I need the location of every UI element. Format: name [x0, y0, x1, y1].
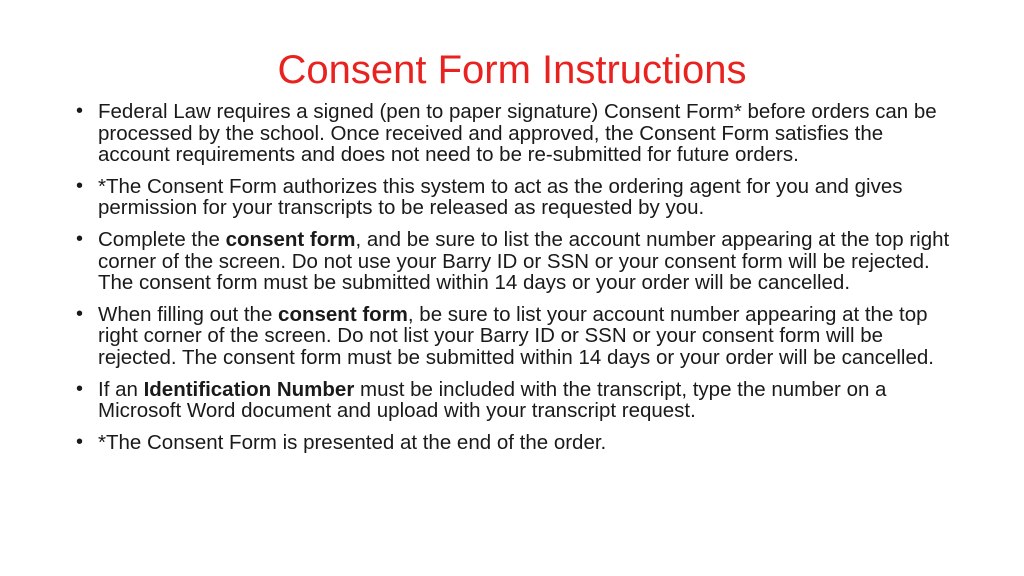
bullet-icon: •: [76, 430, 84, 453]
bullet-text: *The Consent Form authorizes this system to act as the ordering agent for you and gives permission for your transcripts to be released as requested by you.: [98, 174, 903, 220]
bullet-text: Federal Law requires a signed (pen to paper signature) Consent Form* before orders can be processed by the school. Once received and approved, the Consent Form satisfies the account requirements and does not need to be re-submitted for future orders.: [98, 100, 937, 167]
bullet-icon: •: [76, 100, 84, 122]
bullet-icon: •: [76, 377, 84, 400]
bullet-text-rest: must be included with the transcript, type the number on a Microsoft Word document and upload with your transcript request.: [98, 377, 887, 423]
bullet-icon: •: [76, 227, 84, 250]
bullet-item-identification-number: [76, 379, 956, 422]
bullet-item-presented-at-end: [76, 432, 956, 454]
bullet-text-rest: , and be sure to list the account number appearing at the top right corner of the screen. Do not use your Barry ID or SSN or your consent form will be rejected. The consent form must be submitted within 14 days or your order will be cancelled.: [98, 227, 950, 295]
bullet-text-lead: If an: [98, 377, 144, 401]
bullet-text-lead: Complete the: [98, 227, 226, 251]
bullet-text-emphasis: consent form: [278, 302, 408, 326]
bullet-item-federal-law: [76, 101, 956, 166]
slide-title: Consent Form Instructions: [277, 48, 747, 92]
bullet-icon: •: [76, 302, 84, 325]
bullet-text-emphasis: Identification Number: [143, 377, 355, 401]
bullet-item-authorization: [76, 176, 956, 219]
bullet-text-emphasis: consent form: [225, 227, 356, 251]
bullet-text-lead: When filling out the: [98, 302, 279, 326]
bullet-text-rest: , be sure to list your account number appearing at the top right corner of the screen. Do not list your Barry ID or SSN or your consent form will be rejected. The consent form must be submitted within 14 days or your order will be cancelled.: [98, 302, 934, 369]
bullet-list: [76, 101, 956, 463]
bullet-text: *The Consent Form is presented at the end of the order.: [98, 430, 607, 454]
bullet-icon: •: [76, 174, 84, 197]
bullet-item-filling-out: [76, 304, 956, 369]
bullet-item-complete-form: [76, 229, 956, 294]
